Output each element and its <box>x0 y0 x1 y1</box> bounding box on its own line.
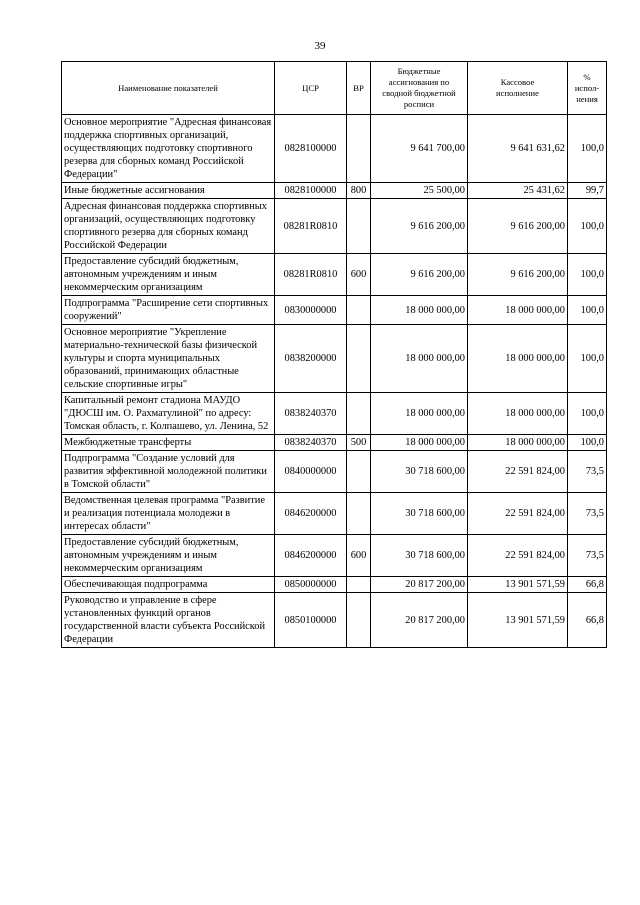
row-csr: 0850000000 <box>275 577 347 593</box>
table-row <box>62 325 607 393</box>
row-assignment: 30 718 600,00 <box>371 535 468 577</box>
row-csr: 0830000000 <box>275 296 347 325</box>
row-vr <box>347 115 371 183</box>
row-assignment: 30 718 600,00 <box>371 451 468 493</box>
row-execution: 25 431,62 <box>468 183 568 199</box>
row-name: Подпрограмма "Расширение сети спортивных сооружений" <box>62 296 275 325</box>
row-percent: 73,5 <box>568 535 607 577</box>
row-name: Подпрограмма "Создание условий для развития эффективной молодежной политики в Томской области" <box>62 451 275 493</box>
row-assignment: 18 000 000,00 <box>371 435 468 451</box>
row-percent: 66,8 <box>568 577 607 593</box>
row-assignment: 20 817 200,00 <box>371 593 468 648</box>
table-row <box>62 254 607 296</box>
row-percent: 100,0 <box>568 435 607 451</box>
row-percent: 100,0 <box>568 254 607 296</box>
header-assign-line: росписи <box>403 99 435 109</box>
header-csr: ЦСР <box>275 62 347 115</box>
row-vr: 600 <box>347 254 371 296</box>
table-header-row <box>62 62 607 115</box>
row-name: Адресная финансовая поддержка спортивных организаций, осуществляющих подготовку спортивного резерва для сборных команд Российской Федерации <box>62 199 275 254</box>
row-execution: 18 000 000,00 <box>468 435 568 451</box>
table-row <box>62 593 607 648</box>
row-csr: 08281R0810 <box>275 199 347 254</box>
table-row <box>62 451 607 493</box>
header-exec-line: исполнение <box>496 88 539 98</box>
row-execution: 22 591 824,00 <box>468 535 568 577</box>
header-pct-line: % <box>583 71 591 82</box>
row-execution: 9 616 200,00 <box>468 254 568 296</box>
row-execution: 22 591 824,00 <box>468 493 568 535</box>
row-assignment: 25 500,00 <box>371 183 468 199</box>
row-assignment: 20 817 200,00 <box>371 577 468 593</box>
table-row <box>62 199 607 254</box>
row-csr: 0838240370 <box>275 435 347 451</box>
budget-table <box>61 61 607 648</box>
row-assignment: 9 616 200,00 <box>371 254 468 296</box>
header-vr: ВР <box>347 62 371 115</box>
row-csr: 0838200000 <box>275 325 347 393</box>
row-execution: 18 000 000,00 <box>468 325 568 393</box>
row-percent: 73,5 <box>568 493 607 535</box>
header-execution <box>468 62 568 115</box>
row-execution: 13 901 571,59 <box>468 577 568 593</box>
row-vr <box>347 296 371 325</box>
row-execution: 9 641 631,62 <box>468 115 568 183</box>
header-assignments <box>371 62 468 115</box>
row-vr: 500 <box>347 435 371 451</box>
row-assignment: 18 000 000,00 <box>371 296 468 325</box>
row-percent: 99,7 <box>568 183 607 199</box>
table-row <box>62 535 607 577</box>
row-vr <box>347 577 371 593</box>
row-execution: 18 000 000,00 <box>468 296 568 325</box>
row-percent: 100,0 <box>568 115 607 183</box>
row-vr <box>347 493 371 535</box>
row-vr <box>347 325 371 393</box>
row-csr: 0828100000 <box>275 115 347 183</box>
row-execution: 9 616 200,00 <box>468 199 568 254</box>
row-csr: 0828100000 <box>275 183 347 199</box>
row-assignment: 30 718 600,00 <box>371 493 468 535</box>
row-vr <box>347 451 371 493</box>
header-assign-line: сводной бюджетной <box>382 88 456 98</box>
row-percent: 73,5 <box>568 451 607 493</box>
row-csr: 08281R0810 <box>275 254 347 296</box>
row-assignment: 9 641 700,00 <box>371 115 468 183</box>
row-csr: 0846200000 <box>275 535 347 577</box>
row-name: Иные бюджетные ассигнования <box>62 183 275 199</box>
row-vr: 800 <box>347 183 371 199</box>
row-percent: 100,0 <box>568 325 607 393</box>
row-name: Основное мероприятие "Укрепление материально-технической базы физической культуры и спорта муниципальных образований, принимающих областные сельские спортивные игры" <box>62 325 275 393</box>
row-vr: 600 <box>347 535 371 577</box>
row-percent: 100,0 <box>568 393 607 435</box>
row-execution: 13 901 571,59 <box>468 593 568 648</box>
row-name: Предоставление субсидий бюджетным, автономным учреждениям и иным некоммерческим организациям <box>62 535 275 577</box>
row-name: Ведомственная целевая программа "Развитие и реализация потенциала молодежи в интересах области" <box>62 493 275 535</box>
table-row <box>62 115 607 183</box>
header-percent <box>568 62 607 115</box>
table-row <box>62 577 607 593</box>
row-name: Обеспечивающая подпрограмма <box>62 577 275 593</box>
row-csr: 0840000000 <box>275 451 347 493</box>
row-csr: 0846200000 <box>275 493 347 535</box>
row-percent: 66,8 <box>568 593 607 648</box>
row-vr <box>347 393 371 435</box>
row-assignment: 9 616 200,00 <box>371 199 468 254</box>
header-assign-line: ассигнования по <box>388 77 450 87</box>
table-row <box>62 393 607 435</box>
header-name: Наименование показателей <box>62 62 275 115</box>
header-pct-line: нения <box>576 93 598 104</box>
header-exec-line: Кассовое <box>500 77 535 87</box>
table-row <box>62 296 607 325</box>
header-assign-line: Бюджетные <box>397 66 441 76</box>
row-execution: 18 000 000,00 <box>468 393 568 435</box>
table-row <box>62 183 607 199</box>
row-assignment: 18 000 000,00 <box>371 325 468 393</box>
header-pct-line: испол- <box>574 82 600 93</box>
table-row <box>62 493 607 535</box>
row-name: Предоставление субсидий бюджетным, автономным учреждениям и иным некоммерческим организациям <box>62 254 275 296</box>
row-csr: 0838240370 <box>275 393 347 435</box>
row-vr <box>347 593 371 648</box>
row-csr: 0850100000 <box>275 593 347 648</box>
row-vr <box>347 199 371 254</box>
row-execution: 22 591 824,00 <box>468 451 568 493</box>
table-row <box>62 435 607 451</box>
row-percent: 100,0 <box>568 199 607 254</box>
row-name: Капитальный ремонт стадиона МАУДО "ДЮСШ им. О. Рахматулиной" по адресу: Томская область, г. Колпашево, ул. Ленина, 52 <box>62 393 275 435</box>
row-name: Межбюджетные трансферты <box>62 435 275 451</box>
row-name: Руководство и управление в сфере установленных функций органов государственной власти субъекта Российской Федерации <box>62 593 275 648</box>
row-assignment: 18 000 000,00 <box>371 393 468 435</box>
row-percent: 100,0 <box>568 296 607 325</box>
row-name: Основное мероприятие "Адресная финансовая поддержка спортивных организаций, осуществляющих подготовку спортивного резерва для сборных команд Российской Федерации" <box>62 115 275 183</box>
page-number: 39 <box>314 40 326 52</box>
